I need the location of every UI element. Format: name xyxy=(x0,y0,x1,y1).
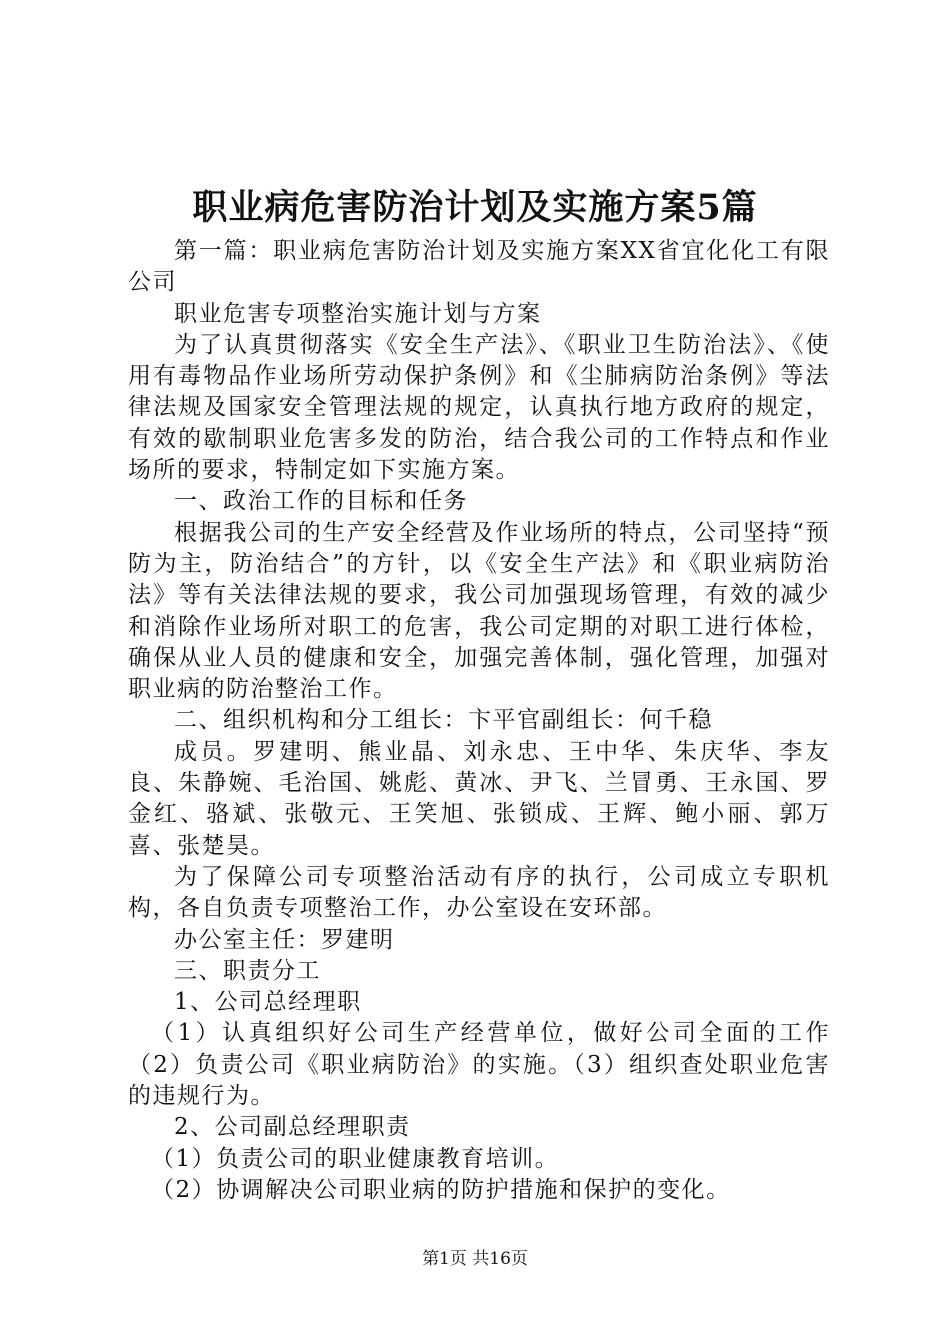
paragraph-deputy-duty-2: （2）协调解决公司职业病的防护措施和保护的变化。 xyxy=(151,1176,731,1203)
document-title: 职业病危害防治计划及实施方案5篇 xyxy=(192,187,758,228)
section-heading-organization: 二、组织机构和分工组长：卞平官副组长：何千稳 xyxy=(174,707,713,734)
paragraph-subtitle: 职业危害专项整治实施计划与方案 xyxy=(174,300,542,327)
paragraph-deputy-duty-1: （1）负责公司的职业健康教育培训。 xyxy=(151,1145,560,1172)
paragraph-office: 为了保障公司专项整治活动有序的执行，公司成立专职机构，各自负责专项整治工作，办公室设在安环部。 xyxy=(128,863,830,922)
document-body xyxy=(128,236,830,1206)
paragraph-members: 成员。罗建明、熊业晶、刘永忠、王中华、朱庆华、李友良、朱静婉、毛治国、姚彪、黄冰、尹飞、兰冒勇、王永国、罗金红、骆斌、张敬元、王笑旭、张锁成、王辉、鲍小丽、郭万喜、张楚昊。 xyxy=(128,738,830,859)
paragraph-intro: 第一篇：职业病危害防治计划及实施方案XX省宜化化工有限公司 xyxy=(128,238,830,296)
paragraph-purpose: 为了认真贯彻落实《安全生产法》、《职业卫生防治法》、《使用有毒物品作业场所劳动保护条例》和《尘肺病防治条例》等法律法规及国家安全管理法规的规定，认真执行地方政府的规定，有效的歇制职业危害多发的防治，结合我公司的工作特点和作业场所的要求，特制定如下实施方案。 xyxy=(128,331,830,484)
page-footer: 第1页 共16页 xyxy=(422,1249,528,1269)
paragraph-deputy-heading: 2、公司副总经理职责 xyxy=(174,1114,411,1141)
paragraph-office-director: 办公室主任：罗建明 xyxy=(174,926,395,953)
paragraph-goals: 根据我公司的生产安全经营及作业场所的特点，公司坚持“预防为主，防治结合”的方针，以《安全生产法》和《职业病防治法》等有关法律法规的要求，我公司加强现场管理，有效的减少和消除作业场所对职工的危害，我公司定期的对职工进行体检，确保从业人员的健康和安全，加强完善体制，强化管理，加强对职业病的防治整治工作。 xyxy=(128,519,830,703)
paragraph-gm-duties: （1）认真组织好公司生产经营单位，做好公司全面的工作（2）负责公司《职业病防治》的实施。（3）组织查处职业危害的违规行为。 xyxy=(128,1020,830,1110)
section-heading-duties: 三、职责分工 xyxy=(174,957,321,984)
section-heading-goals: 一、政治工作的目标和任务 xyxy=(174,488,468,515)
paragraph-gm-heading: 1、公司总经理职 xyxy=(174,989,362,1016)
